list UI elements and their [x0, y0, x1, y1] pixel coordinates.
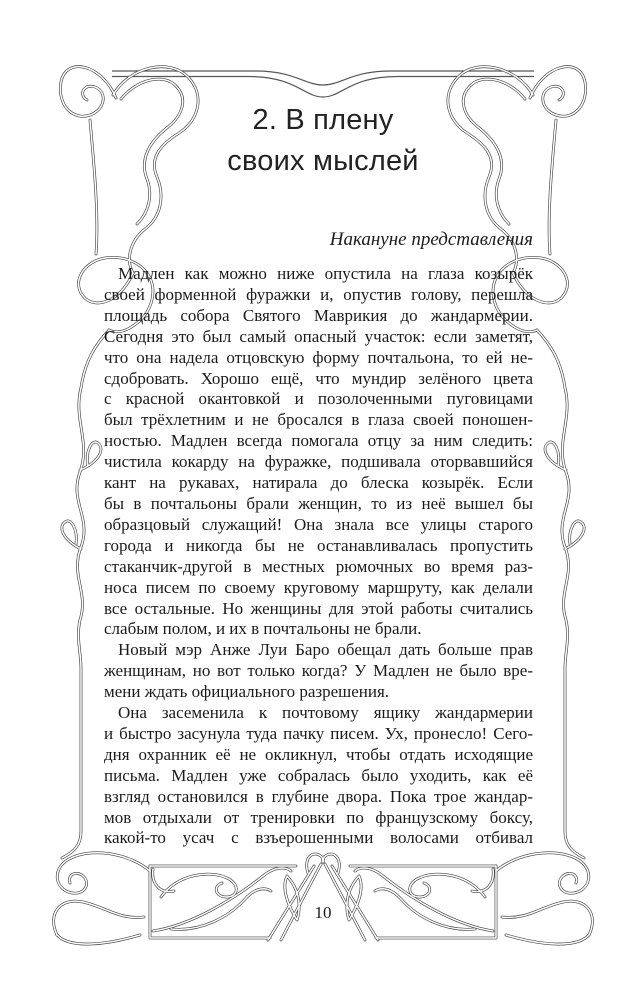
text-line: ностью. Мадлен всегда помогала отцу за ним следить: [104, 431, 533, 451]
text-line: города и никогда бы не останавливалась пропустить [104, 535, 533, 555]
text-line: взгляд остановился в глубине двора. Пока трое жандар- [104, 786, 533, 806]
text-line: бы в почтальоны брали женщин, то из неё вышел бы [104, 493, 533, 513]
text-line: мов отдыхали от тренировки по французскому боксу, [104, 807, 533, 827]
text-line: слабым полом, и их в почтальоны не брали. [104, 619, 422, 639]
text-line: стаканчик-другой в местных рюмочных во время раз- [104, 556, 533, 576]
section-subtitle: Накануне представления [329, 229, 533, 250]
chapter-title-line1: 2. В плену [252, 104, 394, 136]
chapter-title-line2: своих мыслей [227, 145, 419, 177]
text-line: Новый мэр Анже Луи Баро обещал дать больше прав [118, 640, 533, 660]
text-line: образцовый служащий! Она знала все улицы старого [104, 514, 533, 534]
text-line: Сегодня это был самый опасный участок: если заметят, [104, 326, 533, 346]
text-line: был трёхлетним и не бросался в глаза своей поношен- [104, 410, 533, 430]
chapter-title [79, 100, 567, 182]
text-line: своей форменной фуражки и, опустив голову, перешла [104, 284, 533, 304]
body-text [104, 264, 533, 849]
text-line: письма. Мадлен уже собралась было уходить, как её [104, 765, 533, 785]
text-line: и быстро засунула туда пачку писем. Ух, пронесло! Сего- [104, 723, 533, 743]
page-number: 10 [314, 903, 332, 922]
text-line: Мадлен как можно ниже опустила на глаза козырёк [118, 264, 533, 283]
text-line: носа писем по своему круговому маршруту, как делали [104, 577, 533, 597]
text-line: кант на рукавах, натирала до блеска козырёк. Если [104, 473, 533, 493]
text-line: Она засеменила к почтовому ящику жандармерии [118, 703, 533, 723]
text-line: с красной окантовкой и позолоченными пуговицами [104, 389, 533, 409]
text-line: женщинам, но вот только когда? У Мадлен не было вре- [104, 661, 533, 681]
text-line: все остальные. Но женщины для этой работы считались [104, 598, 533, 618]
text-line: чистила кокарду на фуражке, подшивала оторвавшийся [104, 452, 533, 472]
text-line: дня охранник её не окликнул, чтобы отдать исходящие [104, 744, 533, 764]
text-line: что она надела отцовскую форму почтальона, то ей не- [104, 347, 533, 367]
text-line: мени ждать официального разрешения. [104, 682, 390, 702]
text-line: какой-то усач с взъерошенными волосами отбивал [104, 828, 533, 848]
text-line: сдобровать. Хорошо ещё, что мундир зелёного цвета [104, 368, 533, 388]
text-line: площадь собора Святого Маврикия до жандармерии. [104, 305, 533, 325]
